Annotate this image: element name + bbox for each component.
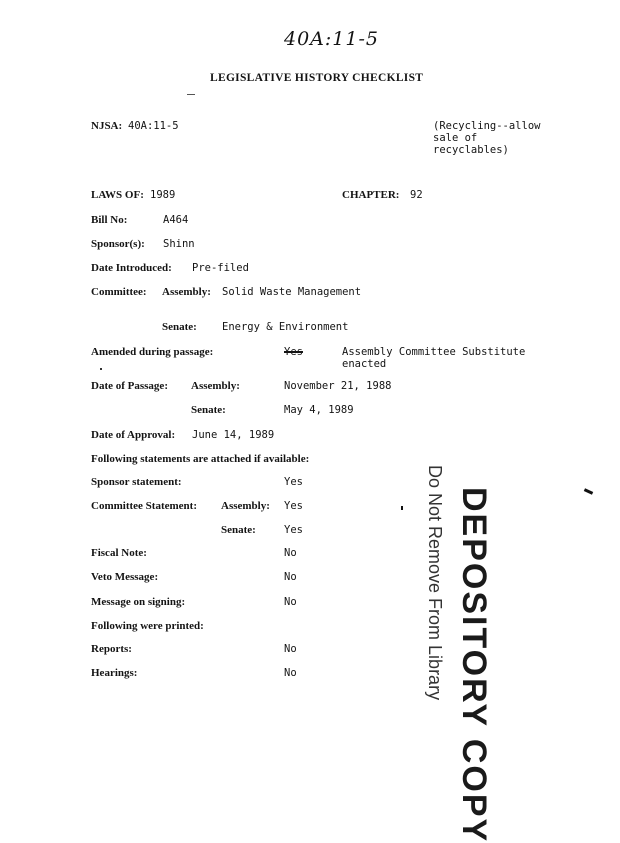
passage-senate-label: Senate: bbox=[191, 404, 226, 416]
stamp-do-not-remove: Do Not Remove From Library bbox=[425, 465, 445, 701]
fiscal-note-label: Fiscal Note: bbox=[91, 547, 147, 559]
depository-stamp bbox=[425, 465, 493, 843]
committee-senate-label: Senate: bbox=[162, 321, 197, 333]
page-title: LEGISLATIVE HISTORY CHECKLIST bbox=[210, 72, 424, 84]
chapter-value: 92 bbox=[410, 189, 423, 201]
laws-of-value: 1989 bbox=[150, 189, 176, 201]
committee-statement-assembly-value: Yes bbox=[284, 500, 303, 512]
amended-struck-value: Yes bbox=[284, 346, 303, 358]
printed-heading: Following were printed: bbox=[91, 620, 204, 632]
committee-assembly-value: Solid Waste Management bbox=[222, 286, 362, 298]
passage-senate-value: May 4, 1989 bbox=[284, 404, 354, 416]
date-of-approval-label: Date of Approval: bbox=[91, 429, 176, 441]
date-introduced-value: Pre-filed bbox=[192, 262, 249, 274]
stamp-depository-copy: DEPOSITORY COPY bbox=[455, 487, 493, 843]
amended-value: Assembly Committee Substitute enacted bbox=[342, 346, 526, 370]
committee-statement-assembly-label: Assembly: bbox=[221, 500, 270, 512]
hearings-label: Hearings: bbox=[91, 667, 138, 679]
bill-no-value: A464 bbox=[163, 214, 189, 226]
committee-assembly-label: Assembly: bbox=[162, 286, 211, 298]
amended-label: Amended during passage: bbox=[91, 346, 214, 358]
sponsor-statement-label: Sponsor statement: bbox=[91, 476, 182, 488]
committee-statement-label: Committee Statement: bbox=[91, 500, 197, 512]
veto-message-label: Veto Message: bbox=[91, 571, 159, 583]
committee-statement-senate-label: Senate: bbox=[221, 524, 256, 536]
committee-label: Committee: bbox=[91, 286, 147, 298]
committee-statement-senate-value: Yes bbox=[284, 524, 303, 536]
chapter-label: CHAPTER: bbox=[342, 189, 400, 201]
stray-dot bbox=[100, 368, 102, 370]
scan-speck bbox=[584, 488, 593, 495]
reports-label: Reports: bbox=[91, 643, 132, 655]
handwritten-number: 40A:11-5 bbox=[284, 28, 379, 50]
sponsor-statement-value: Yes bbox=[284, 476, 303, 488]
passage-assembly-label: Assembly: bbox=[191, 380, 240, 392]
passage-assembly-value: November 21, 1988 bbox=[284, 380, 392, 392]
message-on-signing-label: Message on signing: bbox=[91, 596, 186, 608]
committee-senate-value: Energy & Environment bbox=[222, 321, 349, 333]
message-on-signing-value: No bbox=[284, 596, 297, 608]
sponsor-label: Sponsor(s): bbox=[91, 238, 145, 250]
date-introduced-label: Date Introduced: bbox=[91, 262, 172, 274]
date-of-approval-value: June 14, 1989 bbox=[192, 429, 275, 441]
statements-heading: Following statements are attached if available: bbox=[91, 453, 310, 465]
reports-value: No bbox=[284, 643, 297, 655]
stray-mark bbox=[187, 94, 195, 95]
bill-no-label: Bill No: bbox=[91, 214, 128, 226]
veto-message-value: No bbox=[284, 571, 297, 583]
njsa-label: NJSA: bbox=[91, 120, 123, 132]
fiscal-note-value: No bbox=[284, 547, 297, 559]
njsa-value: 40A:11-5 bbox=[128, 120, 179, 132]
njsa-note: (Recycling--allow sale of recyclables) bbox=[433, 120, 541, 156]
hearings-value: No bbox=[284, 667, 297, 679]
laws-of-label: LAWS OF: bbox=[91, 189, 144, 201]
sponsor-value: Shinn bbox=[163, 238, 195, 250]
date-of-passage-label: Date of Passage: bbox=[91, 380, 168, 392]
scan-speck bbox=[401, 506, 403, 510]
